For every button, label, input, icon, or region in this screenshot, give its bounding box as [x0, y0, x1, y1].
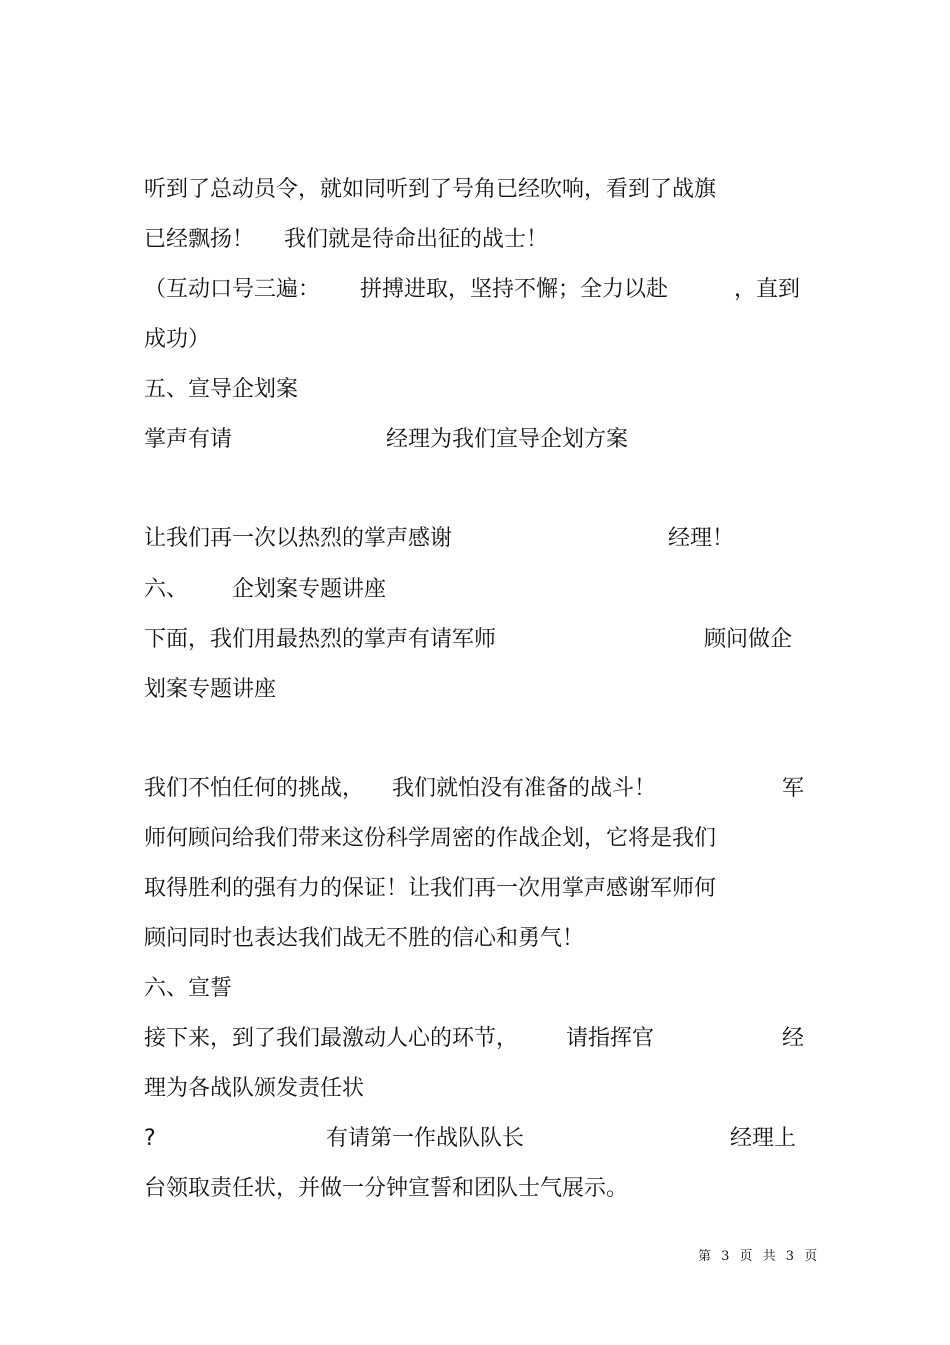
text-line — [0, 225, 950, 255]
text-line — [0, 275, 950, 305]
text-segment: 请指挥官 — [566, 1026, 655, 1051]
text-segment: 企划案专题讲座 — [232, 577, 387, 602]
text-segment: 经理为我们宣导企划方案 — [386, 427, 629, 452]
text-line — [0, 1174, 950, 1204]
text-line — [0, 1074, 950, 1104]
text-line — [0, 625, 950, 655]
text-segment: 经 — [782, 1026, 805, 1051]
text-segment: 师何顾问给我们带来这份科学周密的作战企划，它将是我们 — [144, 826, 717, 851]
text-segment: 掌声有请 — [144, 427, 233, 452]
text-segment: 让我们再一次以热烈的掌声感谢 — [144, 526, 453, 551]
text-segment: 取得胜利的强有力的保证！让我们再一次用掌声感谢军师何 — [144, 876, 717, 901]
text-segment: 我们就是待命出征的战士！ — [284, 227, 549, 252]
text-segment: 军 — [782, 776, 805, 801]
text-line — [0, 774, 950, 804]
text-segment: 听到了总动员令，就如同听到了号角已经吹响，看到了战旗 — [144, 177, 717, 202]
text-segment: 划案专题讲座 — [144, 677, 277, 702]
text-segment: 五、宣导企划案 — [144, 377, 299, 402]
text-line — [0, 425, 950, 455]
text-segment: ? — [144, 1126, 156, 1151]
text-segment: 经理上 — [730, 1126, 797, 1151]
text-segment: 我们就怕没有准备的战斗！ — [392, 776, 657, 801]
text-segment: 拼搏进取，坚持不懈；全力以赴 — [360, 277, 669, 302]
text-segment: 接下来，到了我们最激动人心的环节， — [144, 1026, 519, 1051]
section-heading — [0, 575, 950, 605]
text-segment: 理为各战队颁发责任状 — [144, 1076, 365, 1101]
text-line — [0, 874, 950, 904]
text-segment: 六、 — [144, 577, 189, 602]
text-segment: 顾问做企 — [704, 627, 793, 652]
text-line — [0, 675, 950, 705]
text-segment: 有请第一作战队队长 — [326, 1126, 525, 1151]
text-line — [0, 524, 950, 554]
text-segment: 我们不怕任何的挑战， — [144, 776, 365, 801]
section-heading — [0, 974, 950, 1004]
text-line — [0, 924, 950, 954]
section-heading — [0, 375, 950, 405]
page-number-footer: 第 3 页 共 3 页 — [698, 1249, 821, 1264]
text-segment: ，直到 — [734, 277, 801, 302]
text-segment: 台领取责任状，并做一分钟宣誓和团队士气展示。 — [144, 1176, 629, 1201]
text-segment: 已经飘扬！ — [144, 227, 255, 252]
text-segment: 经理！ — [668, 526, 735, 551]
text-line — [0, 175, 950, 205]
text-line — [0, 824, 950, 854]
text-segment: 成功） — [144, 327, 211, 352]
text-segment: 顾问同时也表达我们战无不胜的信心和勇气！ — [144, 926, 585, 951]
text-line — [0, 325, 950, 355]
text-segment: （互动口号三遍： — [144, 277, 321, 302]
text-segment: 下面，我们用最热烈的掌声有请军师 — [144, 627, 497, 652]
text-line — [0, 1024, 950, 1054]
text-line — [0, 1124, 950, 1154]
text-segment: 六、宣誓 — [144, 976, 233, 1001]
